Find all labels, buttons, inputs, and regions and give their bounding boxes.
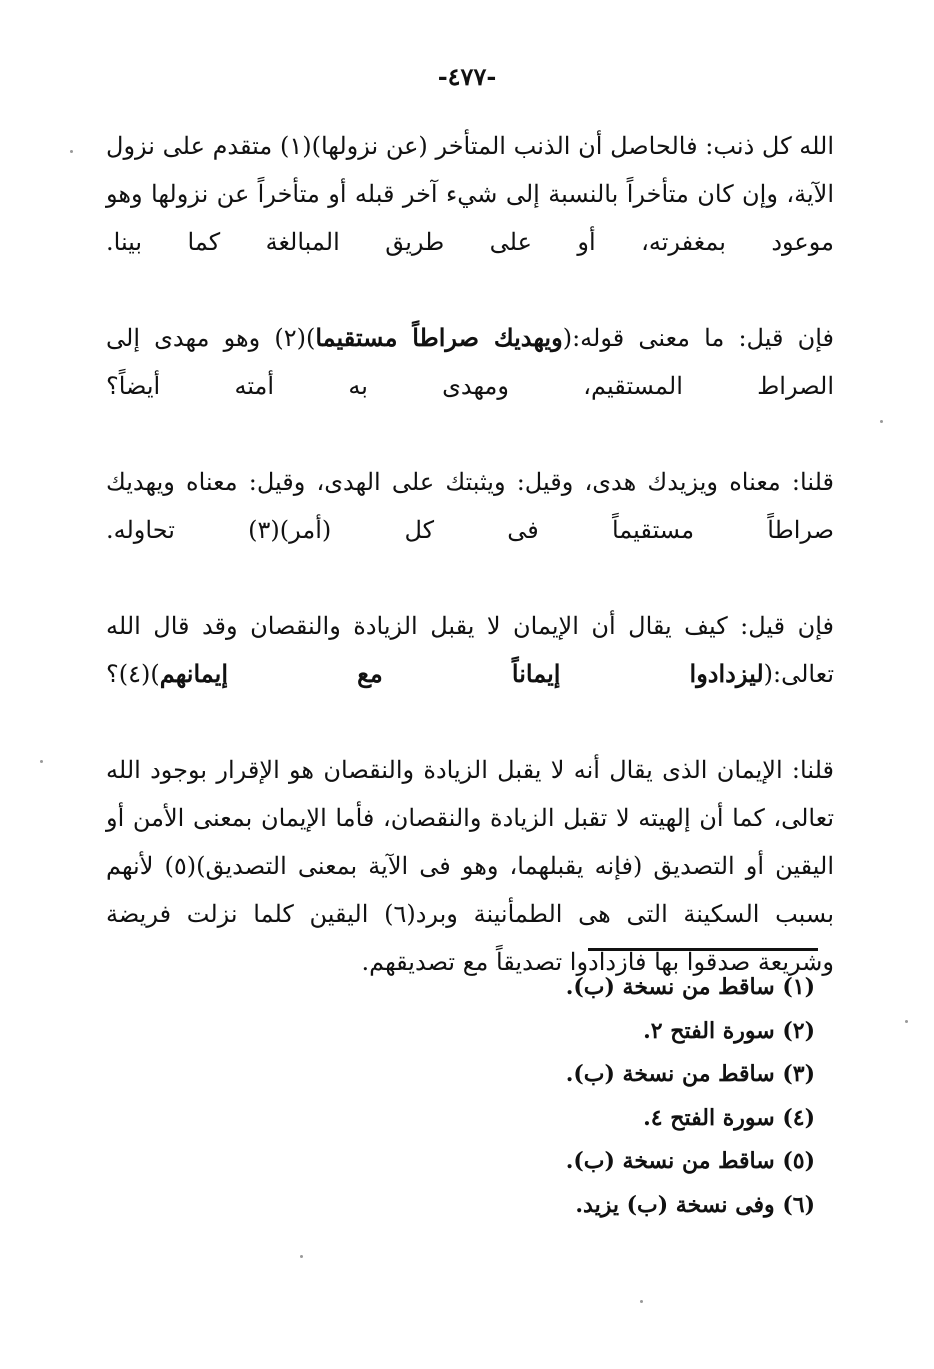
footnote-item: (٦) وفى نسخة (ب) يزيد.	[575, 1191, 815, 1218]
footnote-divider	[588, 948, 818, 951]
paragraph-text: الله كل ذنب: فالحاصل أن الذنب المتأخر (عن نزولها)(١) متقدم على نزول الآية، وإن كان متأخراً بالنسبة إلى شيء آخر قبله أو متأخراً عن نزولها وهو موعود بمغفرته، أو على طريق المبالغة كما بينا.	[106, 132, 835, 256]
footnotes-list	[300, 966, 815, 1227]
paragraph-3	[106, 458, 834, 602]
scan-speck	[40, 760, 43, 763]
scan-speck	[70, 150, 73, 153]
footnote-item: (١) ساقط من نسخة (ب).	[565, 974, 815, 1000]
paragraph-text: )(٤)؟	[106, 660, 160, 688]
quran-quote: ويهديك صراطاً مستقيما	[315, 323, 563, 352]
page-number: -٤٧٧-	[437, 62, 497, 91]
main-text	[106, 122, 834, 986]
scan-speck	[905, 1020, 908, 1023]
footnote-item: (٥) ساقط من نسخة (ب).	[565, 1148, 815, 1174]
footnote-item: (٣) ساقط من نسخة (ب).	[565, 1061, 815, 1087]
paragraph-4	[106, 602, 834, 746]
paragraph-2	[106, 314, 834, 458]
quran-quote: ليزدادوا إيماناً مع إيمانهم	[159, 659, 764, 688]
paragraph-text: فإن قيل: كيف يقال أن الإيمان لا يقبل الزيادة والنقصان وقد قال الله تعالى:(	[106, 612, 834, 688]
paragraph-1	[106, 122, 834, 314]
paragraph-text: )(٢) وهو مهدى إلى الصراط المستقيم، ومهدى به أمته أيضاً؟	[106, 324, 834, 400]
footnote-item: (٤) سورة الفتح ٤.	[643, 1104, 815, 1131]
paragraph-text: فإن قيل: ما معنى قوله:(	[562, 324, 835, 352]
scan-speck	[880, 420, 883, 423]
scan-speck	[300, 1255, 303, 1258]
scan-speck	[640, 1300, 643, 1303]
footnote-item: (٢) سورة الفتح ٢.	[643, 1017, 815, 1044]
paragraph-text: قلنا: الإيمان الذى يقال أنه لا يقبل الزيادة والنقصان هو الإقرار بوجود الله تعالى، كما أن إلهيته لا تقبل الزيادة والنقصان، فأما الإيمان بمعنى الأمن أو اليقين أو التصديق (فإنه يقبلهما، وهو فى الآية بمعنى التصديق)(٥) لأنهم بسبب السكينة التى هى الطمأنينة وبرد(٦) اليقين كلما نزلت فريضة وشريعة صدقوا بها فازدادوا تصديقاً مع تصديقهم.	[106, 756, 835, 976]
paragraph-text: قلنا: معناه ويزيدك هدى، وقيل: ويثبتك على الهدى، وقيل: معناه ويهديك صراطاً مستقيماً فى كل (أمر)(٣) تحاوله.	[106, 468, 835, 544]
